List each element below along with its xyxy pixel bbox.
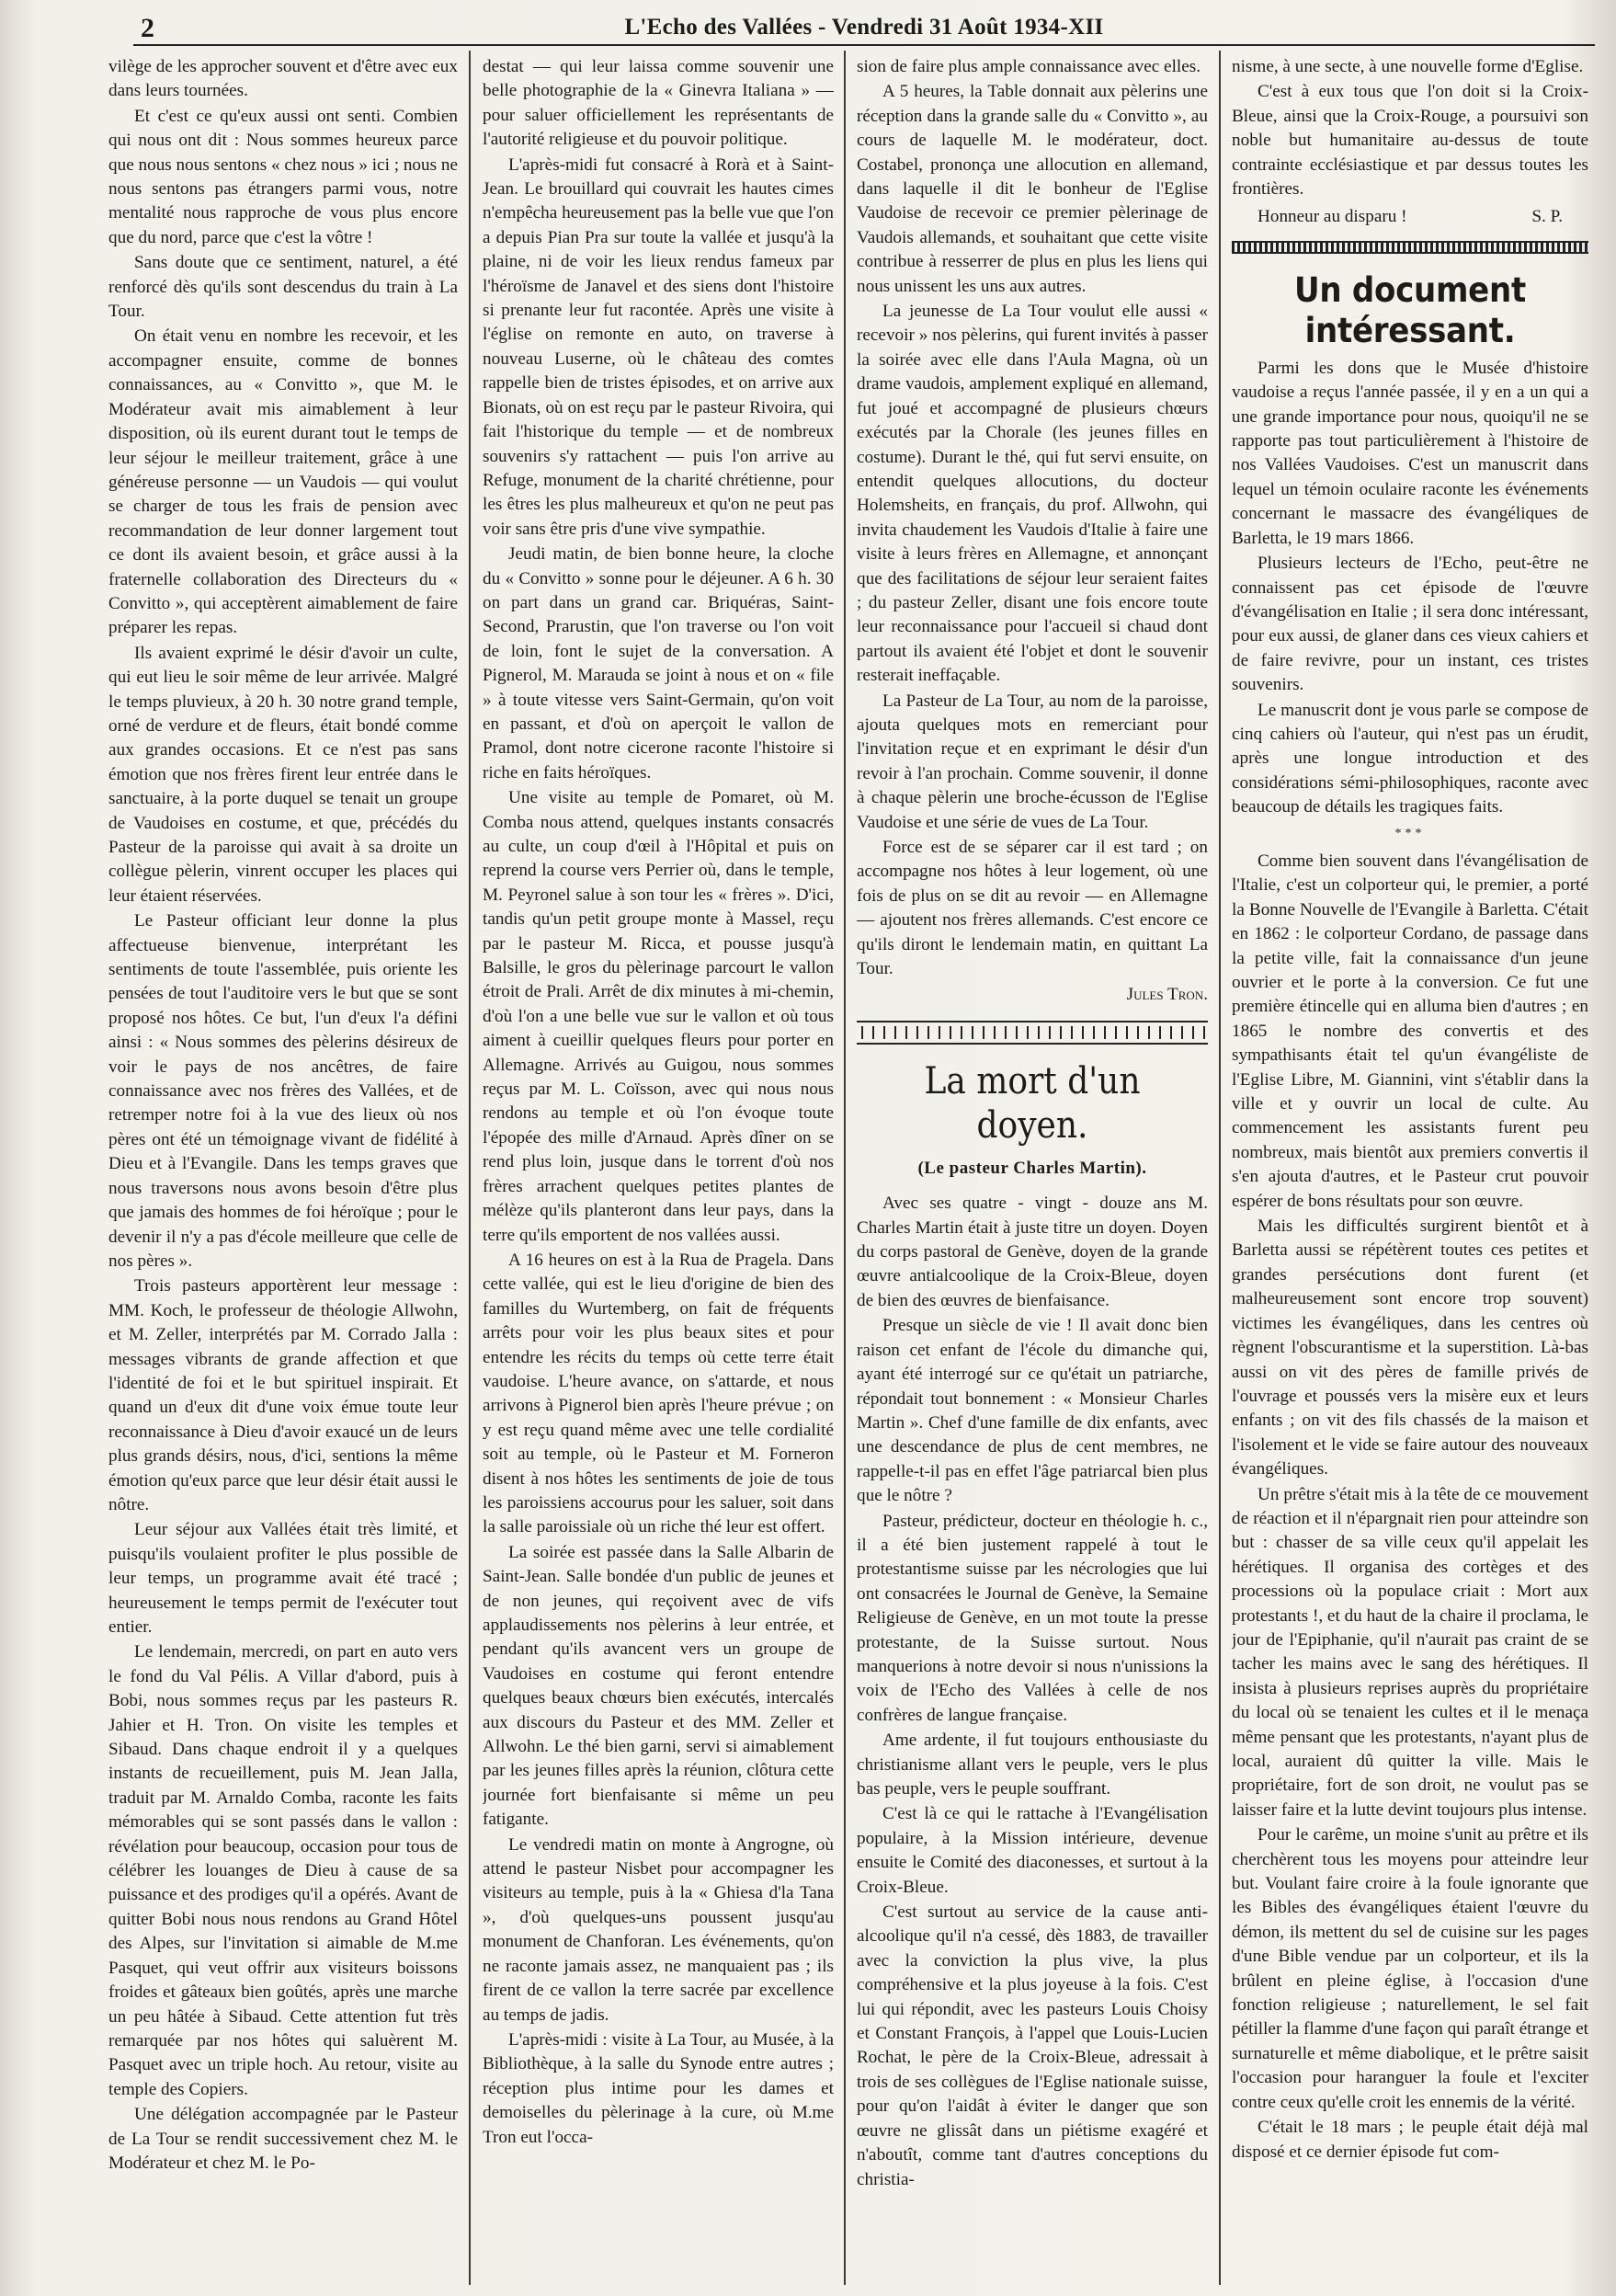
paragraph: A 16 heures on est à la Rua de Pragela. Dans cette vallée, qui est le lieu d'origine de bien des familles du Wurtemberg, on fait de fréquents arrêts pour voir les plus beaux sites et pour entendre les récits du temps où cette terre était vaudoise. L'heure avance, on s'attarde, et nous arrivons à Pignerol bien après l'heure prévue ; on y est reçu quand même avec une telle cordialité soit au temple, où le Pasteur et M. Forneron disent à nos hôtes les sentiments de joie de tous les paroissiens accourus pour les saluer, soit dans la salle paroissiale où un riche thé leur est offert.: [483, 1250, 834, 1537]
author-initials: S. P.: [1531, 207, 1563, 227]
section-break-stars: ***: [1394, 826, 1426, 840]
paragraph: C'est à eux tous que l'on doit si la Croix-Bleue, ainsi que la Croix-Rouge, a poursuivi son noble but humanitaire au-dessus de toute contrainte ecclésiastique et par dessus toutes les frontières.: [1232, 82, 1588, 200]
paragraph: vilège de les approcher souvent et d'être avec eux dans leurs tournées.: [108, 57, 458, 101]
column-rule-2: [844, 51, 846, 2285]
paragraph: Mais les difficultés surgirent bientôt et à Barletta aussi se répétèrent toutes ces petites et grandes persécutions dont furent (et malheureusement sont encore trop souvent) victimes les évangéliques, dans les centres où règnent l'obscurantisme et la superstition. Là-bas aussi on vit des pères de famille privés de l'ouvrage et poussés vers la misère eux et leurs enfants ; on vit des fils chassés de la maison et l'isolement et le vide se faire autour des nouveaux évangéliques.: [1232, 1217, 1588, 1479]
paragraph: Jeudi matin, de bien bonne heure, la cloche du « Convitto » sonne pour le déjeuner. A 6 h. 30 on part dans un grand car. Briquéras, Saint-Second, Prarustin, que l'on traverse ou l'on voit de loin, font le sujet de la conversation. A Pignerol, M. Marauda se joint à nous et on « file » à toute vitesse vers Saint-Germain, qu'on voit en passant, et d'où on aperçoit le vallon de Pramol, dont notre cicerone raconte l'histoire si riche en faits héroïques.: [483, 544, 834, 782]
column-1: [108, 55, 458, 2290]
paragraph: On était venu en nombre les recevoir, et les accompagner ensuite, comme de bonnes connaissances, au « Convitto », que M. le Modérateur avait mis aimablement à leur disposition, où ils eurent durant tout le temps de leur séjour le meilleur traitement, grâce à une généreuse personne — un Vaudois — qui voulut se charger de tous les frais de pension avec recommandation de leur donner largement tout ce dont ils avaient besoin, et grâce aussi à la fraternelle collaboration des Directeurs du « Convitto », qui acceptèrent aimablement de faire préparer les repas.: [108, 326, 458, 638]
paragraph: Un prêtre s'était mis à la tête de ce mouvement de réaction et il n'épargnait rien pour atteindre son but : chasser de sa ville ceux qu'il appelait les hérétiques. Il organisa des cortèges et des processions où la populace criait : Mort aux protestants !, et du haut de la chaire il proclama, le jour de l'Epiphanie, qu'il n'aurait pas craint de se tacher les mains avec le sang des hérétiques. Il insista à plusieurs reprises auprès du propriétaire du local où se tenaient les cultes et il le menaça même pensant que les protestants, n'ayant plus de local, auraient dû quitter la ville. Mais le propriétaire, fort de son droit, ne voulut pas se laisser faire et la lutte devint toujours plus intense.: [1232, 1484, 1588, 1820]
paragraph: La soirée est passée dans la Salle Albarin de Saint-Jean. Salle bondée d'un public de jeunes et de non jeunes, qui reçoivent avec de vifs applaudissements nos pèlerins à leur entrée, et pendant qu'ils avancent vers un groupe de Vaudoises en costume qui feront entendre quelques beaux chœurs bien exécutés, intercalés aux discours du Pasteur et des MM. Zeller et Allwohn. Le thé bien garni, servi si aimablement par les jeunes filles après la réunion, clôtura cette journée fort bienfaisante si même un peu fatigante.: [483, 1542, 834, 1830]
paragraph: Sans doute que ce sentiment, naturel, a été renforcé dès qu'ils sont descendus du train à La Tour.: [108, 253, 458, 322]
article-title: Un document intéressant.: [1294, 269, 1526, 350]
paragraph: Parmi les dons que le Musée d'histoire vaudoise a reçus l'année passée, il y en a un qui a une grande importance pour nous, quoiqu'il ne se rapporte pas tout particulièrement à l'histoire de nos Vallées Vaudoises. C'est un manuscrit dans lequel un témoin oculaire raconte les événements concernant le massacre des évangéliques de Barletta, le 19 mars 1866.: [1232, 358, 1588, 548]
author-signature: Jules Tron.: [1126, 985, 1208, 1005]
paragraph: Le Pasteur officiant leur donne la plus affectueuse bienvenue, interprétant les sentiments de toute l'assemblée, puis oriente les pensées de tout l'auditoire vers le but que se sont proposé nos hôtes. Ce but, l'un d'eux l'a défini ainsi : « Nous sommes des pèlerins désireux de voir le pays de nos ancêtres, de faire connaissance avec nos frères des Vallées, et de retremper notre foi à la vue des lieux où nos pères ont été un témoignage vivant de fidélité à Dieu et à l'Evangile. Dans les temps graves que nous traversons nous avons besoin d'être plus que jamais des hommes de foi héroïque ; pour le devenir il n'y a pas d'école meilleure que celle de nos pères ».: [108, 911, 458, 1271]
article-subtitle: (Le pasteur Charles Martin).: [917, 1158, 1147, 1178]
column-rule-1: [469, 51, 471, 2285]
closing-text: Honneur au disparu !: [1258, 207, 1407, 227]
paragraph: Presque un siècle de vie ! Il avait donc bien raison cet enfant de l'école du dimanche qui, ayant été interrogé sur ce qu'était un patriarche, répondait tout bonnement : « Monsieur Charles Martin ». Chef d'une famille de dix enfants, avec une descendance de plus de cent membres, ne rappelle-t-il pas en effet l'âge patriarcal bien plus que le nôtre ?: [857, 1316, 1208, 1506]
paragraph: C'est surtout au service de la cause anti-alcoolique qu'il n'a cessé, dès 1883, de travailler avec la conviction la plus vive, la plus compréhensive et la plus joyeuse à la fois. C'est lui qui répondit, avec les pasteurs Louis Choisy et Constant François, à l'appel que Louis-Lucien Rochat, le père de la Croix-Bleue, adressait à trois de ses collègues de l'Eglise nationale suisse, pour qu'on l'aidât à éviter le danger que son œuvre ne glissât dans un piétisme exagéré et n'aboutît, comme tant d'autres conceptions du christia-: [857, 1902, 1208, 2189]
column-2: [483, 55, 834, 2290]
paragraph: sion de faire plus ample connaissance avec elles.: [857, 57, 1201, 76]
paragraph: L'après-midi fut consacré à Rorà et à Saint-Jean. Le brouillard qui couvrait les hautes cimes n'empêcha heureusement pas la belle vue que l'on a depuis Pian Pra sur toute la vallée et jusqu'à la plaine, ni de voir les lieux rendus fameux par l'héroïsme de Janavel et des siens dont l'histoire si prenante leur fut racontée. Après une visite à l'église on remonte en auto, on traverse à nouveau Luserne, où le château des comtes rappelle bien de tristes épisodes, et on arrive aux Bionats, où on est reçu par le pasteur Rivoira, qui fait l'historique du temple — et de nombreux souvenirs s'y rattachent — puis l'on arrive au Refuge, monument de la charité chrétienne, pour les êtres les plus malheureux et qu'on ne peut pas voir sans être pris d'une vive sympathie.: [483, 154, 834, 539]
ornamental-divider: [1232, 241, 1588, 254]
paragraph: Le vendredi matin on monte à Angrogne, où attend le pasteur Nisbet pour accompagner les visiteurs au temple, puis à la « Ghiesa d'la Tana », d'où quelques-uns poussent jusqu'au monument de Chanforan. Les événements, qu'on ne raconte jamais assez, ne manquaient pas ; ils firent de ce vallon la terre sacrée par excellence au temps de jadis.: [483, 1834, 834, 2025]
page-number: 2: [141, 13, 154, 43]
paragraph: Pour le carême, un moine s'unit au prêtre et ils cherchèrent tous les moyens pour atteindre leur but. Voulant faire croire à la foule ignorante que les Bibles des évangéliques étaient l'œuvre du démon, ils mettent du sel de cuisine sur les pages d'une Bible vendue par un colporteur, et ils la brûlent en pleine église, à l'occasion d'une fonction religieuse ; naturellement, le sel fait pétiller la flamme d'une façon qui paraît étrange et surnaturelle et même diabolique, et le prêtre saisit l'occasion pour haranguer la foule et l'exciter contre ceux qu'elle croit les ennemis de la vérité.: [1232, 1825, 1588, 2112]
paragraph: Force est de se séparer car il est tard ; on accompagne nos hôtes à leur logement, où une fois de plus on se dit au revoir — en Allemagne — ajoutent nos frères allemands. C'est encore ce qu'ils diront le lendemain matin, en quittant La Tour.: [857, 838, 1208, 979]
paragraph: Une visite au temple de Pomaret, où M. Comba nous attend, quelques instants consacrés au culte, un coup d'œil à l'Hôpital et puis on reprend la course vers Perrier où, dans le temple, M. Peyronel salue à son tour les « frères ». D'ici, tandis qu'un petit groupe monte à Massel, reçu par le pasteur M. Ricca, et pousse jusqu'à Balsille, le gros du pèlerinage parcourt le vallon étroit de Prali. Arrêt de dix minutes à mi-chemin, d'où l'on a une belle vue sur le vallon et où tous aiment à cueillir quelques fleurs pour porter en Allemagne. Arrivés au Guigou, nous sommes reçus par M. L. Coïsson, avec qui nous nous rendons au temple et où l'on évoque toute l'épopée des mille d'Arnaud. Après dîner on se rend plus loin, jusque dans le torrent d'où nos frères arrachent quelques petites plantes de mélèze qu'ils planteront dans leur pays, dans la terre qu'ils emportent de nos vallées aussi.: [483, 788, 834, 1245]
paragraph: Plusieurs lecteurs de l'Echo, peut-être ne connaissent pas cet épisode de l'œuvre d'évangélisation en Italie ; il sera donc intéressant, pour eux aussi, de glaner dans ces vieux cahiers et de faire revivre, pour un instant, ces tristes souvenirs.: [1232, 554, 1588, 695]
column-rule-3: [1219, 51, 1221, 2285]
paragraph: Le lendemain, mercredi, on part en auto vers le fond du Val Pélis. A Villar d'abord, puis à Bobi, nous sommes reçus par les pasteurs R. Jahier et H. Tron. On visite les temples et Sibaud. Dans chaque endroit il y a quelques instants de recueillement, puis M. Jean Jalla, traduit par M. Arnaldo Comba, raconte les faits mémorables qui se sont passés dans le vallon : révélation pour beaucoup, occasion pour tous de célébrer les louanges de Dieu à cause de sa puissance et des prodiges qu'il a opérés. Avant de quitter Bobi nous nous rendons au Grand Hôtel des Alpes, sur l'invitation si aimable de M.me Pasquet, qui veut offrir aux visiteurs boissons froides et gâteaux bien goûtés, après une marche un peu hâtée à Sibaud. Cette attention fut très remarquée par nos hôtes qui saluèrent M. Pasquet avec un triple hoch. Au retour, visite au temple des Copiers.: [108, 1642, 458, 2099]
paragraph: C'est là ce qui le rattache à l'Evangélisation populaire, à la Mission intérieure, devenue ensuite le Comité des diaconesses, et surtout à la Croix-Bleue.: [857, 1804, 1208, 1897]
paragraph: Et c'est ce qu'eux aussi ont senti. Combien qui nous ont dit : Nous sommes heureux parce que nous nous sentons « chez nous » ici ; nous ne nous sentons pas étrangers parmi vous, notre mentalité nous rapproche de vous plus encore que du nord, parce que c'est la vôtre !: [108, 106, 458, 247]
paragraph: Leur séjour aux Vallées était très limité, et puisqu'ils voulaient profiter le plus possible de leur temps, un programme avait été tracé ; heureusement le temps permit de l'exécuter tout entier.: [108, 1520, 458, 1637]
paragraph: La Pasteur de La Tour, au nom de la paroisse, ajouta quelques mots en remerciant pour l'invitation reçue et en exprimant le désir d'un revoir à l'an prochain. Comme souvenir, il donne à chaque pèlerin une broche-écusson de l'Eglise Vaudoise et une série de vues de La Tour.: [857, 691, 1208, 832]
paragraph: Une délégation accompagnée par le Pasteur de La Tour se rendit successivement chez M. le Modérateur et chez M. le Po-: [108, 2105, 458, 2173]
paragraph: Avec ses quatre - vingt - douze ans M. Charles Martin était à juste titre un doyen. Doyen du corps pastoral de Genève, doyen de la grande œuvre antialcoolique de la Croix-Bleue, doyen de bien des œuvres de bienfaisance.: [857, 1194, 1208, 1310]
paragraph: Trois pasteurs apportèrent leur message : MM. Koch, le professeur de théologie Allwohn, et M. Zeller, interprétés par M. Corrado Jalla : messages vibrants de grande affection et que l'identité de foi et le but spirituel inspirait. Et quand un d'eux dit d'une voix émue toute leur reconnaissance à Dieu d'avoir exaucé un de leurs plus grands désirs, nous, d'ici, sentions la même émotion qu'eux parce que leur désir était aussi le nôtre.: [108, 1276, 458, 1514]
ornamental-divider: [857, 1021, 1208, 1045]
paragraph: Ils avaient exprimé le désir d'avoir un culte, qui eut lieu le soir même de leur arrivée. Malgré le temps pluvieux, à 20 h. 30 notre grand temple, orné de verdure et de fleurs, était bondé comme aux grandes occasions. Et ce n'est pas sans émotion que nos frères firent leur entrée dans le sanctuaire, à la porte duquel se tenait un groupe de Vaudoises en costume, et que, précédés du Pasteur de la paroisse qui avait à sa droite un collègue pèlerin, vinrent occuper les places qui leur étaient réservées.: [108, 643, 458, 906]
article-title: La mort d'un doyen.: [924, 1059, 1141, 1147]
paragraph: Pasteur, prédicteur, docteur en théologie h. c., il a été bien justement rappelé à tout le protestantisme suisse par les nécrologies que lui ont consacrées le Journal de Genève, la Semaine Religieuse de Genève, en un mot toute la presse protestante, de la Suisse surtout. Nous manquerions à notre devoir si nous n'unissions la voix de l'Echo des Vallées à celle de nos confrères de langue française.: [857, 1511, 1208, 1725]
paragraph: L'après-midi : visite à La Tour, au Musée, à la Bibliothèque, à la salle du Synode entre autres ; réception plus intime pour les dames et demoiselles du pèlerinage à la cure, où M.me Tron eut l'occa-: [483, 2029, 834, 2147]
masthead: L'Echo des Vallées - Vendredi 31 Août 1934-XII: [624, 15, 1104, 40]
paragraph: La jeunesse de La Tour voulut elle aussi « recevoir » nos pèlerins, qui furent invités à passer la soirée avec elle dans l'Aula Magna, où un drame vaudois, amplement expliqué en allemand, fut joué et accompagné de plusieurs chœurs exécutés par la Chorale (les jeunes filles en costume). Durant le thé, qui fut servi ensuite, on entendit quelques allocutions, du docteur Holemsheits, en français, du prof. Allwohn, qui invita chaudement les Vaudois d'Italie à faire une visite à leurs frères en Allemagne, et annonçant que des facilitations de séjour leur seraient faites ; du pasteur Zeller, disant une fois encore toute leur reconnaissance pour l'accueil si chaud dont partout ils avaient été l'objet et dont le souvenir resterait ineffaçable.: [857, 302, 1208, 686]
paragraph: destat — qui leur laissa comme souvenir une belle photographie de la « Ginevra Italiana » — pour saluer officiellement les représentants de l'autorité religieuse et du pouvoir politique.: [483, 57, 834, 150]
page-header: [133, 9, 1595, 46]
paragraph: Ame ardente, il fut toujours enthousiaste du christianisme allant vers le peuple, vers le plus bas peuple, vers le peuple souffrant.: [857, 1731, 1208, 1799]
paragraph: C'était le 18 mars ; le peuple était déjà mal disposé et ce dernier épisode fut com-: [1232, 2118, 1588, 2162]
paragraph: A 5 heures, la Table donnait aux pèlerins une réception dans la grande salle du « Convitto », au cours de laquelle M. le modérateur, doct. Costabel, prononça une allocution en allemand, dans laquelle il dit le bonheur de l'Eglise Vaudoise de recevoir ce premier pèlerinage de Vaudois allemands, et souhaitant que cette visite contribue à resserrer de plus en plus les liens qui nous unissent les uns aux autres.: [857, 82, 1208, 296]
paragraph: nisme, à une secte, à une nouvelle forme d'Eglise.: [1232, 57, 1584, 76]
column-4: [1232, 55, 1588, 2290]
paragraph: Le manuscrit dont je vous parle se compose de cinq cahiers où l'auteur, qui n'est pas un érudit, après une longue introduction et des considérations sémi-philosophiques, raconte avec beaucoup de détails les tragiques faits.: [1232, 700, 1588, 817]
paragraph: Comme bien souvent dans l'évangélisation de l'Italie, c'est un colporteur qui, le premier, a porté la Bonne Nouvelle de l'Evangile à Barletta. C'était en 1862 : le colporteur Cordano, de passage dans la petite ville, fait la connaissance d'un jeune ouvrier et le porte à la conversion. Ce fut une première étincelle qui en alluma bien d'autres ; en 1865 le nombre des convertis et des sympathisants était tel qu'un évangéliste de l'Eglise Libre, M. Giannini, vint s'établir dans la ville et y ouvrir un local de culte. Au commencement les assistants furent peu nombreux, mais bientôt aux premiers convertis il s'en ajouta d'autres, et le Pasteur crut pouvoir espérer de bons résultats pour son œuvre.: [1232, 851, 1588, 1211]
column-3: [857, 55, 1208, 2290]
closing-line: [1232, 205, 1588, 229]
